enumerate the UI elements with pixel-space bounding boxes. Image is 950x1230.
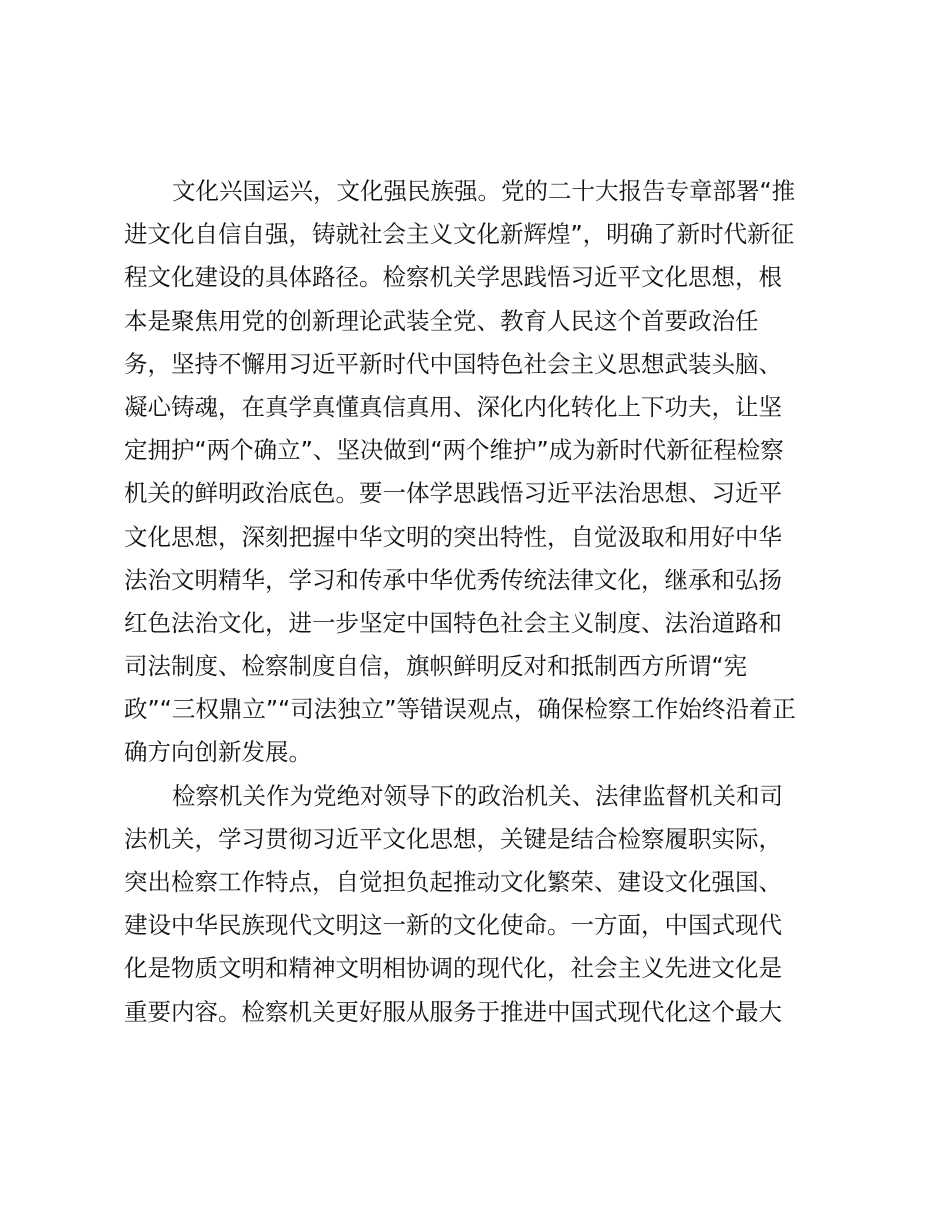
text-line: 红色法治文化，进一步坚定中国特色社会主义制度、法治道路和: [124, 608, 782, 637]
text-line: 化是物质文明和精神文明相协调的现代化，社会主义先进文化是: [124, 954, 782, 983]
text-line: 定拥护“两个确立”、坚决做到“两个维护”成为新时代新征程检察: [124, 436, 784, 465]
text-line: 本是聚焦用党的创新理论武装全党、教育人民这个首要政治任: [124, 306, 759, 335]
text-line: 建设中华民族现代文明这一新的文化使命。一方面，中国式现代: [124, 911, 782, 940]
text-line: 政”“三权鼎立”“司法独立”等错误观点，确保检察工作始终沿着正: [124, 695, 796, 724]
text-line: 法治文明精华，学习和传承中华优秀传统法律文化，继承和弘扬: [124, 565, 782, 594]
text-line: 文化思想，深刻把握中华文明的突出特性，自觉汲取和用好中华: [124, 522, 782, 551]
text-line: 突出检察工作特点，自觉担负起推动文化繁荣、建设文化强国、: [124, 868, 782, 896]
text-line: 确方向创新发展。: [124, 738, 312, 767]
text-line: 文化兴国运兴，文化强民族强。党的二十大报告专章部署“推: [172, 177, 796, 205]
paragraph-2: [124, 775, 836, 1034]
text-line: 重要内容。检察机关更好服从服务于推进中国式现代化这个最大: [124, 997, 782, 1026]
text-line: 凝心铸魂，在真学真懂真信真用、深化内化转化上下功夫，让坚: [124, 392, 782, 421]
text-line: 法机关，学习贯彻习近平文化思想，关键是结合检察履职实际，: [124, 824, 782, 853]
text-line: 机关的鲜明政治底色。要一体学思践悟习近平法治思想、习近平: [124, 479, 782, 508]
text-line: 进文化自信自强，铸就社会主义文化新辉煌”，明确了新时代新征: [124, 220, 795, 249]
text-line: 程文化建设的具体路径。检察机关学思践悟习近平文化思想，根: [124, 263, 782, 292]
paragraph-1: [124, 170, 836, 775]
text-line: 务，坚持不懈用习近平新时代中国特色社会主义思想武装头脑、: [124, 349, 782, 378]
text-line: 司法制度、检察制度自信，旗帜鲜明反对和抵制西方所谓“宪: [124, 652, 748, 681]
body-text: [124, 170, 836, 1034]
text-line: 检察机关作为党绝对领导下的政治机关、法律监督机关和司: [172, 781, 783, 810]
